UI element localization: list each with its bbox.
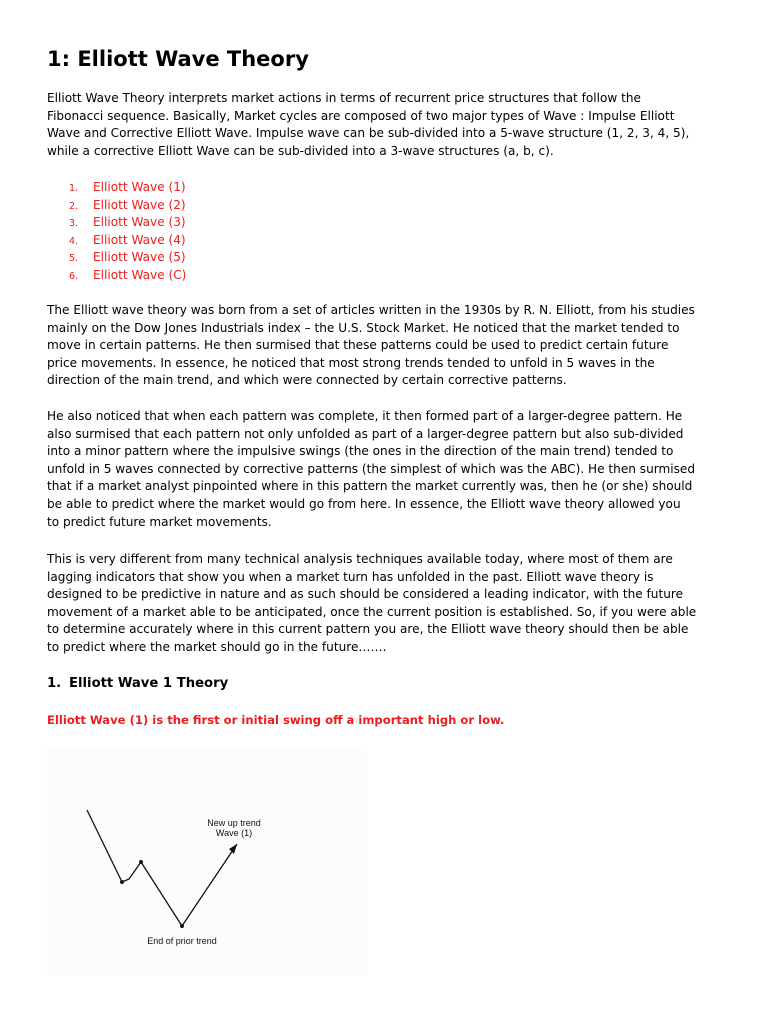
wave-one-definition: Elliott Wave (1) is the first or initial swing off a important high or low.	[47, 713, 505, 727]
intro-line: Fibonacci sequence. Basically, Market cycles are composed of two major types of Wave : Impulse Elliott	[47, 108, 675, 123]
history-paragraph	[47, 302, 727, 390]
difference-line: to determine accurately where in this current pattern you are, the Elliott wave theory should then be able	[47, 622, 689, 637]
intro-line: while a corrective Elliott Wave can be sub-divided into a 3-wave structures (a, b, c).	[47, 143, 554, 158]
pattern-line: He also noticed that when each pattern was complete, it then formed part of a larger-degree pattern. He	[47, 409, 683, 423]
history-line: The Elliott wave theory was born from a set of articles written in the 1930s by R. N. Elliott, from his studies	[47, 303, 695, 317]
section-title: Elliott Wave 1 Theory	[69, 676, 229, 691]
list-link[interactable]: Elliott Wave (4)	[93, 232, 186, 247]
list-number: 4.	[69, 235, 79, 247]
intro-paragraph	[47, 90, 727, 160]
pattern-line: unfold in 5 waves connected by corrective patterns (the simplest of which was the ABC). He then surmised	[47, 461, 696, 476]
difference-line: designed to be predictive in nature and as such should be considered a leading indicator, with the future	[47, 587, 684, 602]
section-heading	[47, 674, 228, 694]
arrow-head-icon	[229, 844, 237, 854]
difference-paragraph	[47, 551, 727, 657]
history-line: move in certain patterns. He then surmised that these patterns could be used to predict certain future	[47, 338, 669, 353]
end-prior-trend-label: End of prior trend	[147, 936, 217, 946]
new-trend-label: New up trend	[207, 818, 261, 828]
difference-line: lagging indicators that show you when a market turn has unfolded in the past. Elliott wave theory is	[47, 569, 654, 584]
difference-line: This is very different from many technical analysis techniques available today, where most of them are	[47, 552, 673, 566]
wave-one-label: Wave (1)	[215, 828, 253, 838]
list-number: 1.	[69, 183, 79, 194]
list-link[interactable]: Elliott Wave (3)	[93, 215, 186, 230]
history-line: price movements. In essence, he noticed that most strong trends tended to unfold in 5 waves in the	[47, 355, 655, 370]
wave-diagram	[47, 746, 367, 976]
history-line: mainly on the Dow Jones Industrials index – the U.S. Stock Market. He noticed that the market tended to	[47, 320, 680, 335]
list-link[interactable]: Elliott Wave (1)	[93, 180, 186, 194]
intro-line: Wave and Corrective Elliott Wave. Impulse wave can be sub-divided into a 5-wave structure (1, 2, 3, 4, 5),	[47, 126, 690, 141]
pattern-line: that if a market analyst pinpointed where in this pattern the market currently was, then he (or she) should	[47, 479, 693, 494]
swing-point-marker	[180, 924, 184, 928]
page-title: 1: Elliott Wave Theory	[47, 47, 309, 71]
difference-line: movement of a market able to be anticipated, once the current position is established. So, if you were able	[47, 604, 697, 619]
difference-line: to predict where the market should go in the future…….	[47, 639, 387, 654]
list-link[interactable]: Elliott Wave (C)	[93, 267, 187, 282]
pattern-line: into a minor pattern where the impulsive swings (the ones in the direction of the main trend) tended to	[47, 444, 674, 459]
history-line: direction of the main trend, and which were connected by certain corrective patterns.	[47, 373, 567, 388]
list-number: 2.	[69, 200, 79, 212]
pattern-line: also surmised that each pattern not only unfolded as part of a larger-degree pattern but also sub-divided	[47, 426, 684, 441]
section-number: 1.	[47, 676, 62, 691]
swing-point-marker	[120, 880, 124, 884]
list-link[interactable]: Elliott Wave (5)	[93, 250, 186, 265]
list-number: 3.	[69, 218, 79, 230]
pattern-line: to predict future market movements.	[47, 514, 272, 529]
pattern-line: be able to predict where the market would go from here. In essence, the Elliott wave theory allowed you	[47, 496, 681, 511]
pattern-paragraph	[47, 408, 727, 531]
list-number: 6.	[69, 270, 79, 282]
list-number: 5.	[69, 253, 79, 265]
intro-line: Elliott Wave Theory interprets market actions in terms of recurrent price structures that follow the	[47, 91, 641, 105]
list-link[interactable]: Elliott Wave (2)	[93, 197, 186, 212]
wave-one-figure	[47, 746, 367, 976]
swing-point-marker	[139, 860, 143, 864]
